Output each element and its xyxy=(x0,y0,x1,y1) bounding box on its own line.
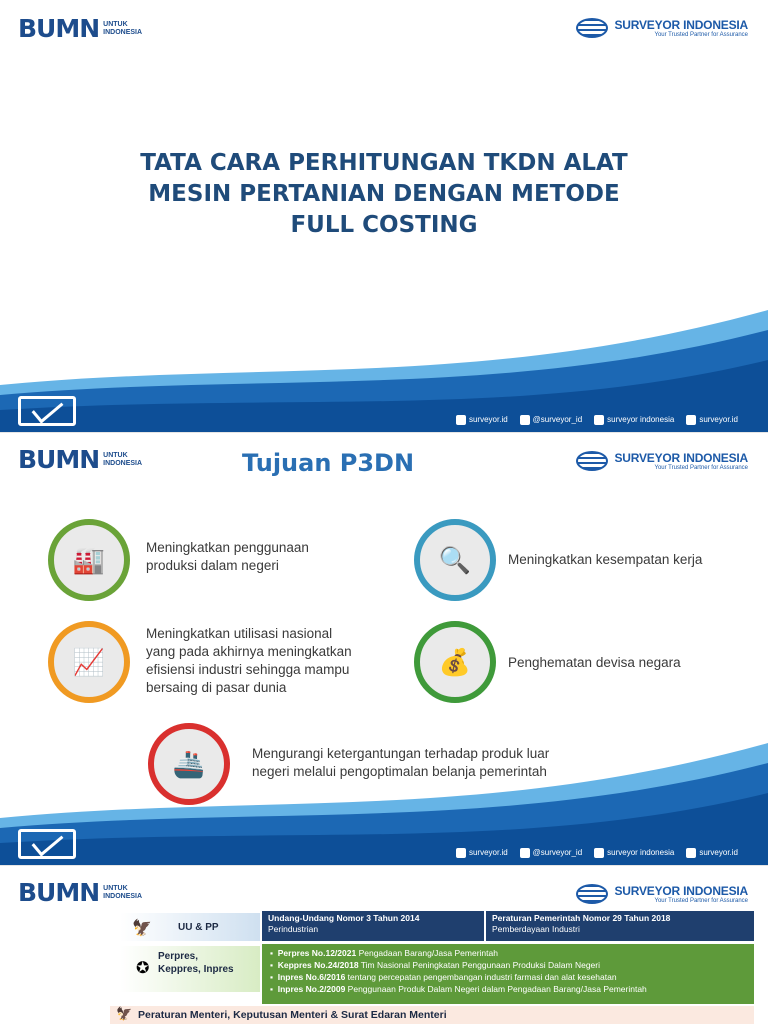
gold-savings-icon: 💰 xyxy=(414,621,496,703)
facebook-icon xyxy=(456,848,466,858)
surveyor-indonesia-logo: SURVEYOR INDONESIA Your Trusted Partner for Assurance xyxy=(576,884,748,904)
social-footer: surveyor.id @surveyor_id surveyor indonesia surveyor.id xyxy=(456,415,738,425)
bumn-logo: BUMN UNTUK INDONESIA xyxy=(18,445,143,474)
garuda-emblem-icon: 🦅 xyxy=(132,920,152,937)
goal-3: Meningkatkan utilisasi nasional yang pada akhirnya meningkatkan efisiensi industri sehingga mampu bersaing di pasar dunia xyxy=(146,626,352,695)
bumn-logo: BUMN UNTUK INDONESIA xyxy=(18,14,143,43)
presidential-seal-icon: ✪ xyxy=(136,960,150,977)
instagram-icon xyxy=(686,848,696,858)
twitter-icon xyxy=(520,848,530,858)
youtube-icon xyxy=(594,415,604,425)
factory-icon: 🏭 xyxy=(48,519,130,601)
youtube-icon xyxy=(594,848,604,858)
garuda-emblem-icon: 🦅 xyxy=(116,1006,133,1021)
pp-box: Peraturan Pemerintah Nomor 29 Tahun 2018 Pemberdayaan Industri xyxy=(486,911,754,941)
twitter-icon xyxy=(520,415,530,425)
bumn-logo: BUMN UNTUK INDONESIA xyxy=(18,878,143,907)
cover-title: TATA CARA PERHITUNGAN TKDN ALAT MESIN PERTANIAN DENGAN METODE FULL COSTING xyxy=(140,150,628,238)
cargo-ship-icon: 🚢 xyxy=(148,723,230,805)
footer-wave xyxy=(0,433,768,865)
slide-title: Tujuan P3DN xyxy=(242,449,415,477)
goal-1: Meningkatkan penggunaan produksi dalam negeri xyxy=(146,540,309,573)
slide-regulations xyxy=(0,866,768,1024)
list-item: ▪ Keppres No.24/2018 Tim Nasional Peningkatan Penggunaan Produksi Dalam Negeri xyxy=(270,960,600,970)
footer-wave xyxy=(0,0,768,432)
goal-4: Penghematan devisa negara xyxy=(508,655,681,670)
list-item: ▪ Perpres No.12/2021 Pengadaan Barang/Jasa Pemerintah xyxy=(270,948,498,958)
industry-chart-icon: 📈 xyxy=(48,621,130,703)
social-footer: surveyor.id @surveyor_id surveyor indonesia surveyor.id xyxy=(456,848,738,858)
surveyor-indonesia-logo: SURVEYOR INDONESIA Your Trusted Partner for Assurance xyxy=(576,451,748,471)
instagram-icon xyxy=(686,415,696,425)
uu-box: Undang-Undang Nomor 3 Tahun 2014 Perindustrian xyxy=(262,911,484,941)
job-search-icon: 🔍 xyxy=(414,519,496,601)
surveyor-indonesia-logo: SURVEYOR INDONESIA Your Trusted Partner for Assurance xyxy=(576,18,748,38)
facebook-icon xyxy=(456,415,466,425)
permen-label: Peraturan Menteri, Keputusan Menteri & Surat Edaran Menteri xyxy=(138,1009,447,1021)
goal-5: Mengurangi ketergantungan terhadap produk luar negeri melalui pengoptimalan belanja pemerintah xyxy=(252,746,550,779)
globe-icon xyxy=(576,884,608,904)
slide-cover xyxy=(0,0,768,432)
list-item: ▪ Inpres No.6/2016 tentang percepatan pengembangan industri farmasi dan alat kesehatan xyxy=(270,972,617,982)
slide-tujuan-p3dn xyxy=(0,433,768,865)
check-logo-icon xyxy=(18,396,76,426)
check-logo-icon xyxy=(18,829,76,859)
perpres-list xyxy=(262,944,754,1004)
list-item: ▪ Inpres No.2/2009 Penggunaan Produk Dalam Negeri dalam Pengadaan Barang/Jasa Pemerintah xyxy=(270,984,647,994)
goal-2: Meningkatkan kesempatan kerja xyxy=(508,552,703,567)
uu-pp-label: UU & PP xyxy=(178,922,219,933)
perpres-label: Perpres, Keppres, Inpres xyxy=(158,951,234,975)
